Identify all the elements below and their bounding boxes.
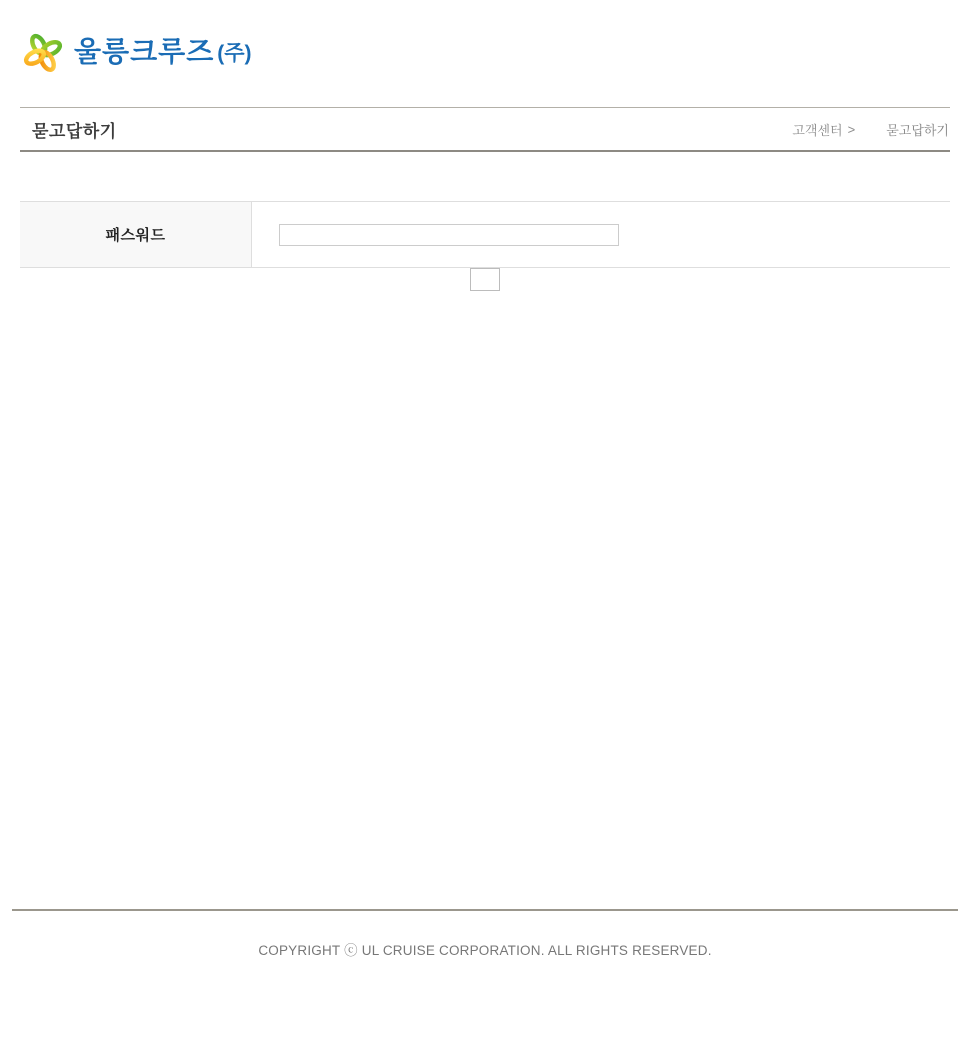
site-logo[interactable] (20, 28, 252, 76)
logo-text: 울릉크루즈 (74, 36, 215, 67)
breadcrumb-separator: > (847, 121, 856, 137)
header (20, 28, 252, 78)
confirm-button[interactable] (470, 268, 500, 291)
flower-pinwheel-icon (20, 28, 66, 76)
password-cell (252, 202, 950, 267)
button-row (0, 268, 970, 291)
breadcrumb-current[interactable]: 묻고답하기 (886, 122, 949, 138)
page-title: 묻고답하기 (32, 121, 117, 141)
password-input[interactable] (279, 224, 619, 246)
title-bar (20, 107, 950, 152)
copyright-text: COPYRIGHT ⓒ UL CRUISE CORPORATION. ALL RIGHTS RESERVED. (258, 943, 712, 958)
logo-suffix: (주) (217, 42, 252, 65)
password-form-table (20, 201, 950, 268)
password-label: 패스워드 (20, 202, 252, 267)
breadcrumb (792, 120, 950, 139)
breadcrumb-parent[interactable]: 고객센터 (792, 122, 843, 138)
footer (12, 909, 958, 960)
